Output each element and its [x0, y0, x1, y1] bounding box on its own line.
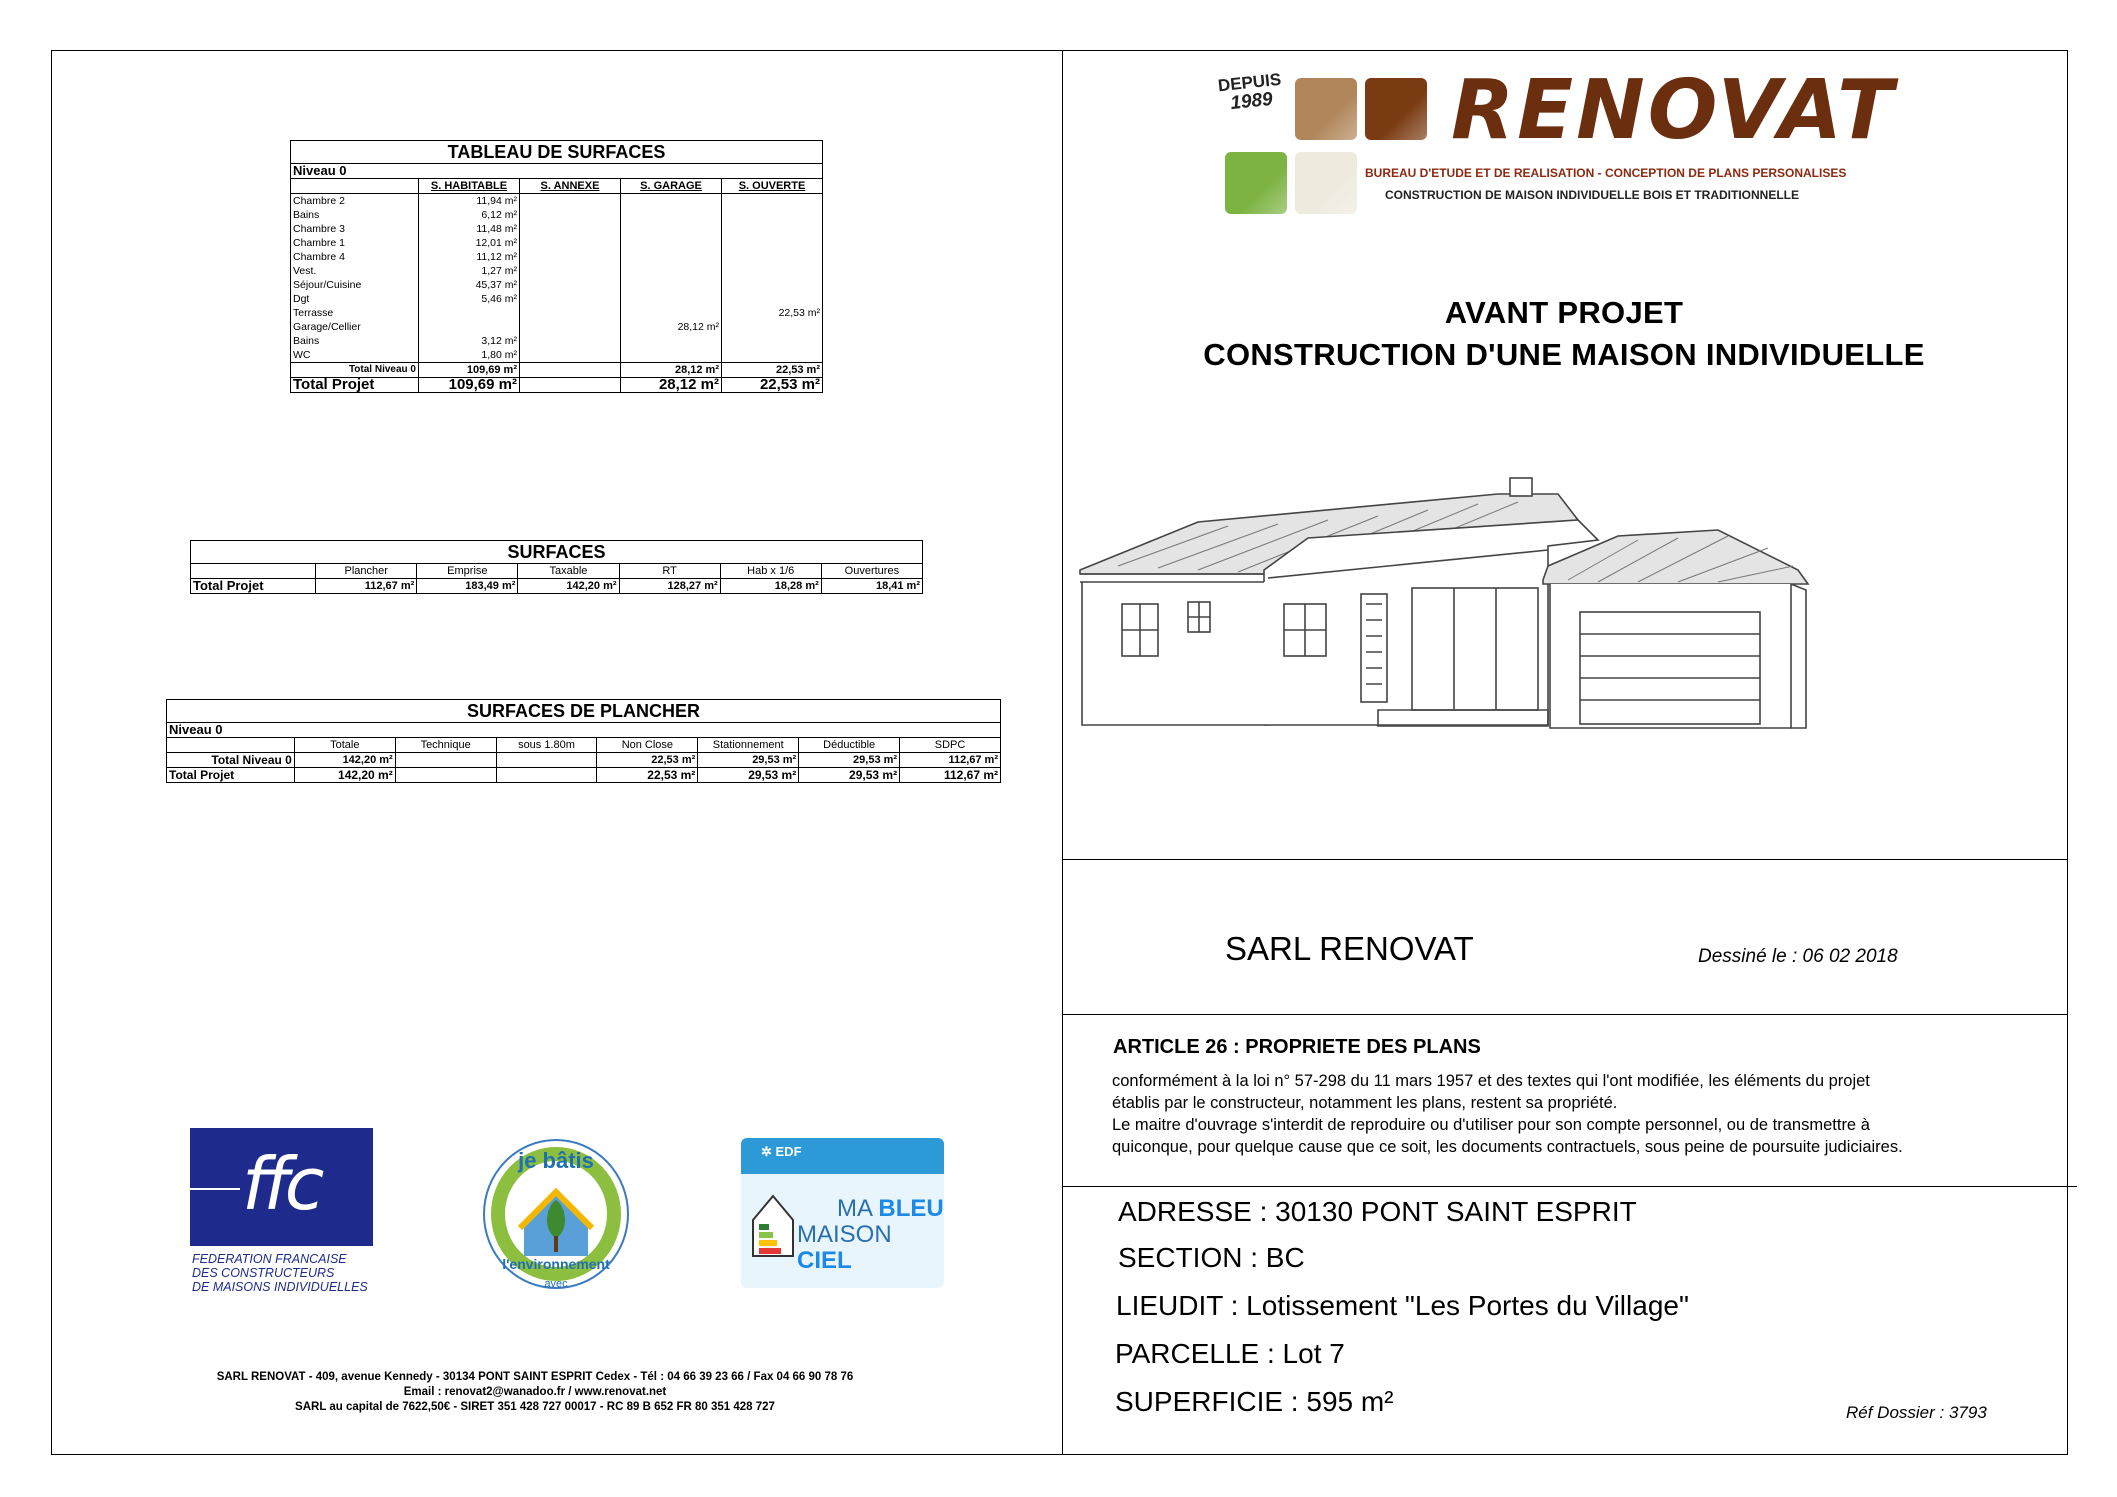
surface-cell: [722, 278, 823, 292]
lieudit: LIEUDIT : Lotissement "Les Portes du Village": [1116, 1290, 1689, 1321]
surface-cell: [621, 278, 722, 292]
surface-cell: [722, 320, 823, 334]
table-row: [291, 264, 823, 278]
company-name: SARL RENOVAT: [1225, 930, 1474, 967]
project-title-line2: CONSTRUCTION D'UNE MAISON INDIVIDUELLE: [1203, 337, 1925, 372]
table-row: [291, 348, 823, 363]
room-name: Chambre 1: [293, 237, 345, 249]
surface-cell: [419, 306, 520, 320]
surface-cell: 6,12 m²: [419, 208, 520, 222]
table-row: [291, 292, 823, 306]
section: SECTION : BC: [1118, 1242, 1305, 1273]
surface-cell: [520, 306, 621, 320]
surface-value: 112,67 m²: [316, 579, 417, 594]
surface-cell: [722, 236, 823, 250]
panel-divider: [1062, 50, 1063, 1455]
ffc-mark: ffc: [242, 1142, 321, 1226]
surface-cell: [520, 320, 621, 334]
surface-cell: [520, 194, 621, 209]
article-line: établis par le constructeur, notamment les plans, restent sa propriété.: [1112, 1094, 1618, 1112]
surface-cell: 11,12 m²: [419, 250, 520, 264]
edf-ma: MA: [837, 1195, 872, 1222]
surface-cell: [722, 250, 823, 264]
footer-line: SARL au capital de 7622,50€ - SIRET 351 428 727 00017 - RC 89 B 652 FR 80 351 428 727: [295, 1401, 775, 1413]
room-name: WC: [293, 349, 311, 361]
plancher-value: 112,67 m²: [900, 753, 1001, 768]
surface-cell: [621, 208, 722, 222]
edf-line2: [797, 1222, 944, 1274]
edf-brand-text: EDF: [775, 1144, 802, 1159]
surface-cell: [621, 194, 722, 209]
table-row: [291, 306, 823, 320]
col-header: S. HABITABLE: [419, 179, 520, 194]
table-row: [291, 250, 823, 264]
ref-dossier: Réf Dossier : 3793: [1846, 1403, 1987, 1422]
footer-line: Email : renovat2@wanadoo.fr / www.renovat.net: [403, 1386, 667, 1398]
depuis-text: DEPUIS: [1217, 69, 1283, 96]
color-tile-brown: [1365, 78, 1427, 140]
surfaces-title: SURFACES: [191, 541, 923, 564]
surface-cell: [621, 250, 722, 264]
col-header: Taxable: [518, 564, 619, 579]
surfaces-plancher-title: SURFACES DE PLANCHER: [167, 700, 1001, 723]
edf-maison: MAISON: [797, 1221, 892, 1248]
surface-cell: 22,53 m²: [722, 306, 823, 320]
depuis-year: 1989: [1229, 88, 1274, 115]
tableau-surfaces-table: [290, 140, 823, 393]
edf-line1: [837, 1196, 944, 1222]
renovat-brand: RENOVAT: [1451, 63, 1897, 158]
surface-cell: [722, 194, 823, 209]
plancher-value: [496, 753, 597, 768]
room-name: Dgt: [293, 293, 310, 305]
col-header: RT: [619, 564, 720, 579]
surface-cell: [520, 278, 621, 292]
surface-cell: 11,94 m²: [419, 194, 520, 209]
col-header: Déductible: [799, 738, 900, 753]
table-row: [291, 334, 823, 348]
surface-cell: [722, 348, 823, 363]
surface-value: 183,49 m²: [417, 579, 518, 594]
plancher-value: 29,53 m²: [799, 753, 900, 768]
surface-cell: [621, 264, 722, 278]
plancher-value: 142,20 m²: [294, 768, 395, 783]
renovat-logo: [1215, 63, 1915, 220]
plancher-value: 112,67 m²: [900, 768, 1001, 783]
edf-bleu-ciel-logo: [741, 1138, 944, 1288]
col-header: Non Close: [597, 738, 698, 753]
surface-cell: [722, 292, 823, 306]
surface-value: 18,41 m²: [821, 579, 922, 594]
project-title-line1: AVANT PROJET: [1444, 295, 1684, 330]
room-name: Séjour/Cuisine: [293, 279, 362, 291]
surface-cell: [621, 306, 722, 320]
table-row: [291, 320, 823, 334]
surface-cell: [722, 222, 823, 236]
surface-cell: 28,12 m²: [621, 320, 722, 334]
superficie: SUPERFICIE : 595 m²: [1115, 1386, 1394, 1417]
room-name: Garage/Cellier: [293, 321, 361, 333]
article-line: conformément à la loi n° 57-298 du 11 mars 1957 et des textes qui l'ont modifiée, les éléments du projet: [1112, 1072, 1870, 1090]
surface-cell: 12,01 m²: [419, 236, 520, 250]
edf-bleu: BLEU: [878, 1195, 944, 1222]
edf-icon: ✲: [761, 1144, 776, 1159]
plancher-value: 22,53 m²: [597, 768, 698, 783]
total-projet-ouverte: 22,53 m²: [722, 378, 823, 393]
company-footer: [100, 1370, 970, 1415]
edf-brand: [761, 1144, 802, 1160]
plancher-value: [395, 753, 496, 768]
plancher-value: 29,53 m²: [698, 768, 799, 783]
level-label: Niveau 0: [167, 723, 1001, 738]
surface-cell: [520, 250, 621, 264]
plancher-value: [395, 768, 496, 783]
total-projet-garage: 28,12 m²: [621, 378, 722, 393]
surface-cell: [722, 208, 823, 222]
table-row: [291, 236, 823, 250]
footer-line: SARL RENOVAT - 409, avenue Kennedy - 30134 PONT SAINT ESPRIT Cedex - Tél : 04 66 39 23 66 / Fax 04 66 90 78 76: [216, 1371, 854, 1383]
surface-cell: 11,48 m²: [419, 222, 520, 236]
ffc-line: [190, 1188, 240, 1190]
color-tile-green: [1225, 152, 1287, 214]
ffc-caption-line: FEDERATION FRANCAISE: [192, 1252, 347, 1266]
article-line: quiconque, pour quelque cause que ce soit, les documents contractuels, sous peine de poursuite judiciaires.: [1112, 1138, 1903, 1156]
color-tile-cream: [1295, 152, 1357, 214]
total-niveau-label: Total Niveau 0: [348, 364, 416, 375]
room-name: Chambre 3: [293, 223, 345, 235]
col-header: S. ANNEXE: [520, 179, 621, 194]
surface-cell: [520, 236, 621, 250]
plancher-value: 29,53 m²: [698, 753, 799, 768]
color-tile-bronze: [1295, 78, 1357, 140]
surface-cell: [520, 222, 621, 236]
col-header: Emprise: [417, 564, 518, 579]
room-name: Bains: [293, 335, 320, 347]
je-batis-text: je bâtis: [518, 1148, 594, 1173]
total-projet-hab: 109,69 m²: [419, 378, 520, 393]
surfaces-row-label: Total Projet: [193, 578, 264, 593]
col-header: SDPC: [900, 738, 1001, 753]
separator-line: [1062, 1186, 2077, 1187]
total-projet-label: Total Projet: [291, 378, 419, 393]
surfaces-table: [190, 540, 923, 594]
surface-value: 18,28 m²: [720, 579, 821, 594]
surface-cell: [520, 264, 621, 278]
adresse: ADRESSE : 30130 PONT SAINT ESPRIT: [1118, 1196, 1637, 1227]
total-projet-annexe: [520, 378, 621, 393]
room-name: Chambre 2: [293, 195, 345, 207]
surface-cell: [621, 236, 722, 250]
surface-cell: 45,37 m²: [419, 278, 520, 292]
surface-cell: [520, 292, 621, 306]
je-batis-environnement: l'environnement: [502, 1256, 610, 1272]
depuis-badge: [1217, 71, 1284, 115]
surface-cell: [520, 334, 621, 348]
ffc-caption-line: DES CONSTRUCTEURS: [192, 1266, 335, 1280]
edf-ciel: CIEL: [797, 1247, 852, 1274]
surfaces-plancher-table: [166, 699, 1001, 783]
article-body: [1112, 1070, 2062, 1158]
surface-cell: [520, 208, 621, 222]
room-name: Chambre 4: [293, 251, 345, 263]
plancher-value: 29,53 m²: [799, 768, 900, 783]
surface-cell: [722, 264, 823, 278]
surface-value: 142,20 m²: [518, 579, 619, 594]
plancher-row-label: Total Projet: [169, 768, 235, 782]
je-batis-avec: avec: [544, 1278, 568, 1290]
house-energy-icon: [749, 1190, 797, 1260]
ffc-caption: [192, 1252, 368, 1294]
separator-line: [1062, 859, 2067, 860]
article-line: Le maitre d'ouvrage s'interdit de reproduire ou d'utiliser pour son compte personnel, ou de transmettre à: [1112, 1116, 1870, 1134]
level-label: Niveau 0: [291, 164, 823, 179]
room-name: Bains: [293, 209, 320, 221]
plancher-row-label: Total Niveau 0: [211, 753, 292, 767]
table-row: [291, 278, 823, 292]
je-batis-logo: [476, 1128, 636, 1294]
tableau-surfaces-rows: [291, 194, 823, 363]
surface-cell: [621, 334, 722, 348]
surface-cell: [621, 348, 722, 363]
table-row: [291, 222, 823, 236]
plancher-value: 22,53 m²: [597, 753, 698, 768]
surface-cell: [419, 320, 520, 334]
plancher-value: 142,20 m²: [294, 753, 395, 768]
surface-cell: 1,80 m²: [419, 348, 520, 363]
total-niveau-annexe: [520, 363, 621, 378]
surface-cell: [621, 222, 722, 236]
room-name: Vest.: [293, 265, 317, 277]
parcelle: PARCELLE : Lot 7: [1115, 1338, 1345, 1369]
col-header: Plancher: [316, 564, 417, 579]
col-header: Hab x 1/6: [720, 564, 821, 579]
col-header: Totale: [294, 738, 395, 753]
col-header: Technique: [395, 738, 496, 753]
total-niveau-ouverte: 22,53 m²: [722, 363, 823, 378]
table-row: [291, 194, 823, 209]
article-title: ARTICLE 26 : PROPRIETE DES PLANS: [1113, 1036, 1481, 1058]
ffc-caption-line: DE MAISONS INDIVIDUELLES: [192, 1280, 368, 1294]
surface-cell: 5,46 m²: [419, 292, 520, 306]
col-header: Stationnement: [698, 738, 799, 753]
surface-value: 128,27 m²: [619, 579, 720, 594]
col-header: Ouvertures: [821, 564, 922, 579]
table-row: [291, 208, 823, 222]
total-niveau-garage: 28,12 m²: [621, 363, 722, 378]
room-name: Terrasse: [293, 307, 334, 319]
house-elevation-drawing: [1078, 470, 2058, 740]
tagline-1: BUREAU D'ETUDE ET DE REALISATION - CONCEPTION DE PLANS PERSONALISES: [1365, 166, 1847, 180]
surface-cell: [520, 348, 621, 363]
drawn-date: Dessiné le : 06 02 2018: [1698, 946, 1898, 967]
surface-cell: [722, 334, 823, 348]
plancher-value: [496, 768, 597, 783]
col-header: S. OUVERTE: [722, 179, 823, 194]
separator-line: [1062, 1014, 2067, 1015]
tableau-surfaces-title: TABLEAU DE SURFACES: [291, 141, 823, 164]
surface-cell: [621, 292, 722, 306]
surface-cell: 3,12 m²: [419, 334, 520, 348]
col-header: S. GARAGE: [621, 179, 722, 194]
surface-cell: 1,27 m²: [419, 264, 520, 278]
ffc-logo: [190, 1128, 373, 1246]
total-niveau-hab: 109,69 m²: [419, 363, 520, 378]
tagline-2: CONSTRUCTION DE MAISON INDIVIDUELLE BOIS ET TRADITIONNELLE: [1385, 188, 1800, 202]
col-header: sous 1.80m: [496, 738, 597, 753]
